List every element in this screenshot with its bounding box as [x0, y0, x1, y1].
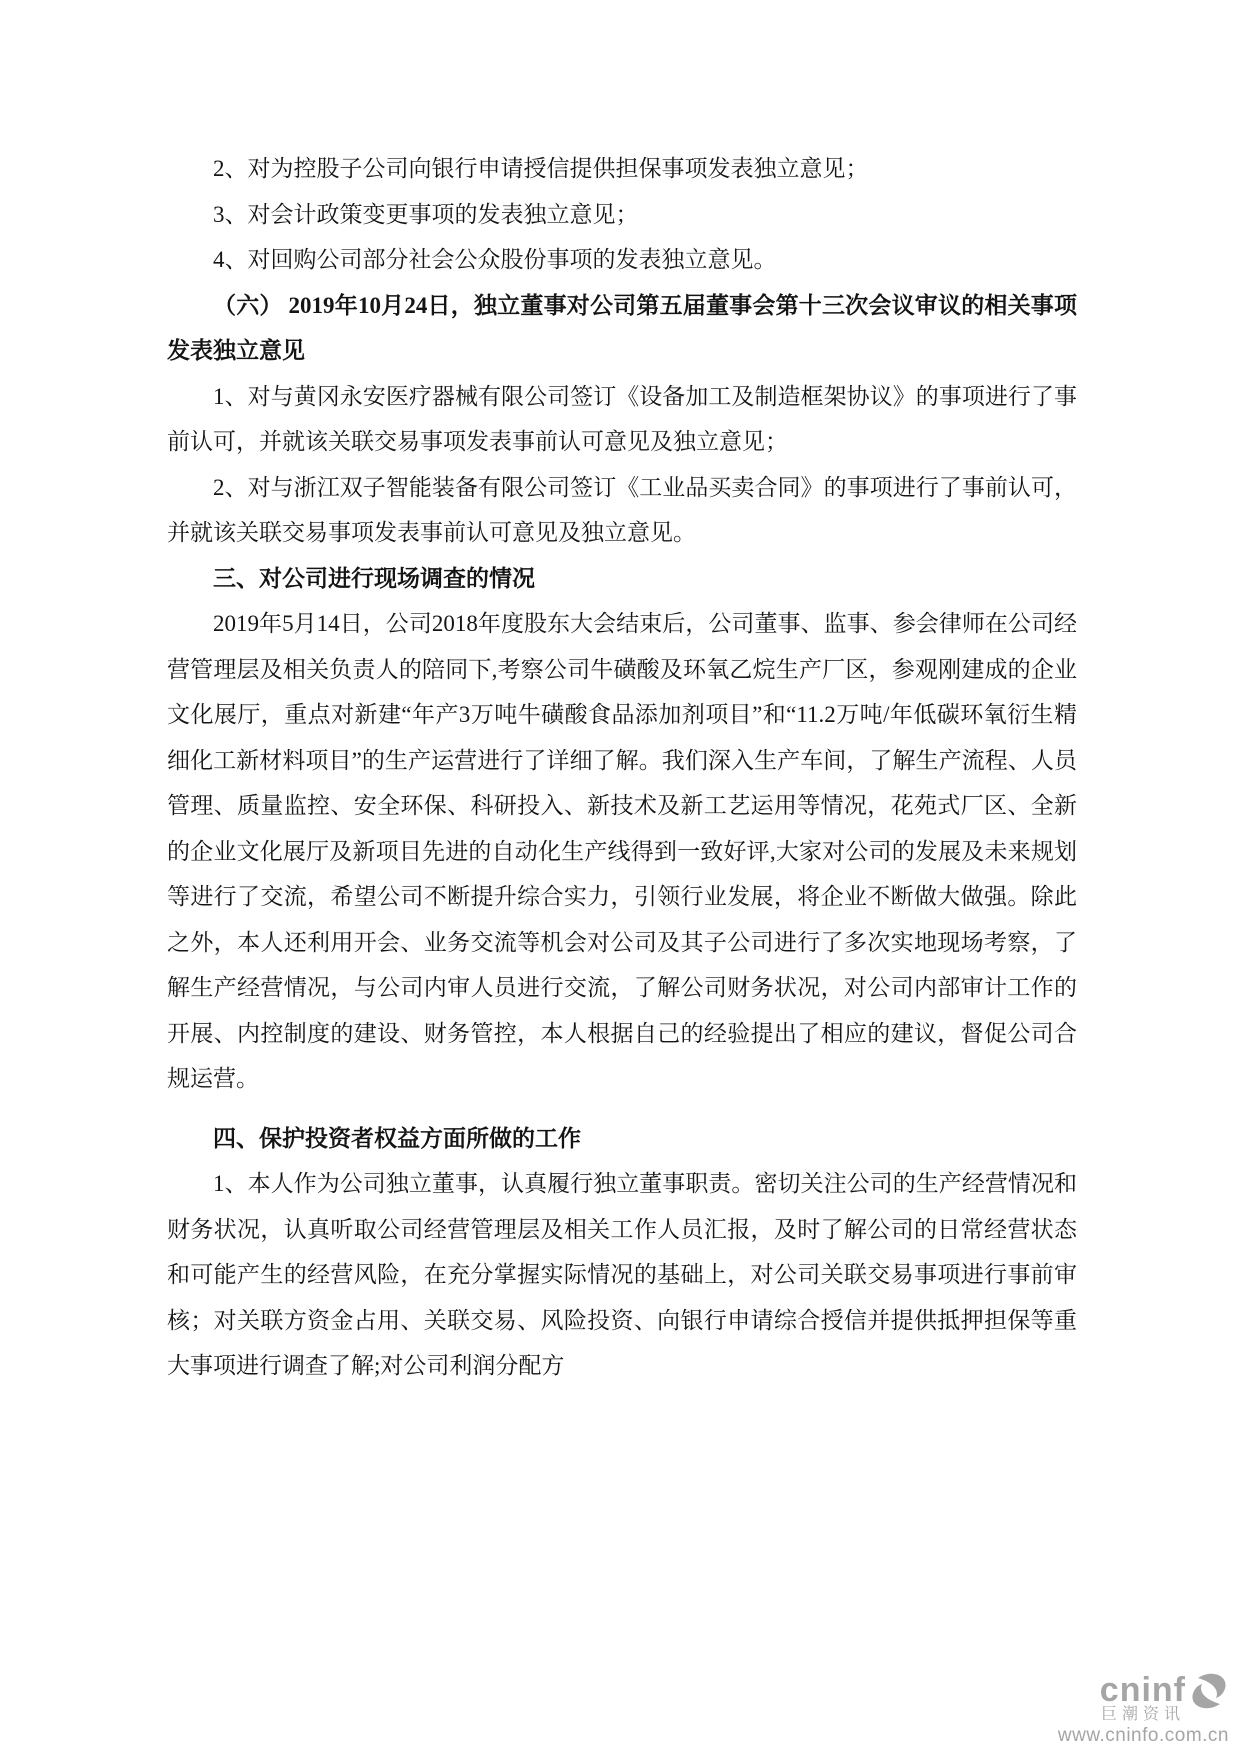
cninfo-chinese-name: 巨潮资讯 [1100, 1706, 1185, 1724]
cninfo-brand-text: cninf [1099, 1671, 1186, 1710]
paragraph: 2019年5月14日，公司2018年度股东大会结束后，公司董事、监事、参会律师在公司经营管理层及相关负责人的陪同下,考察公司牛磺酸及环氧乙烷生产厂区，参观刚建成的企业文化展厅，重点对新建“年产3万吨牛磺酸食品添加剂项目”和“11.2万吨/年低碳环氧衍生精细化工新材料项目”的生产运营进行了详细了解。我们深入生产车间，了解生产流程、人员管理、质量监控、安全环保、科研投入、新技术及新工艺运用等情况，花苑式厂区、全新的企业文化展厅及新项目先进的自动化生产线得到一致好评,大家对公司的发展及未来规划等进行了交流，希望公司不断提升综合实力，引领行业发展，将企业不断做大做强。除此之外，本人还利用开会、业务交流等机会对公司及其子公司进行了多次实地现场考察，了解生产经营情况，与公司内审人员进行交流，了解公司财务状况，对公司内部审计工作的开展、内控制度的建设、财务管控，本人根据自己的经验提出了相应的建议，督促公司合规运营。 [167, 611, 1077, 1091]
cninfo-globe-icon [1189, 1671, 1229, 1711]
cninfo-watermark [1058, 1671, 1229, 1746]
paragraph: 2、对为控股子公司向银行申请授信提供担保事项发表独立意见； [213, 156, 869, 181]
cninfo-url: www.cninfo.com.cn [1057, 1725, 1229, 1747]
paragraph: 1、对与黄冈永安医疗器械有限公司签订《设备加工及制造框架协议》的事项进行了事前认可，并就该关联交易事项发表事前认可意见及独立意见； [167, 383, 1077, 454]
section-heading: （六） 2019年10月24日，独立董事对公司第五届董事会第十三次会议审议的相关事项发表独立意见 [167, 292, 1077, 363]
paragraph: 2、对与浙江双子智能装备有限公司签订《工业品买卖合同》的事项进行了事前认可，并就该关联交易事项发表事前认可意见及独立意见。 [167, 474, 1077, 545]
document-body [167, 146, 1077, 1389]
section-heading: 四、保护投资者权益方面所做的工作 [213, 1125, 581, 1151]
paragraph: 4、对回购公司部分社会公众股份事项的发表独立意见。 [213, 247, 777, 272]
section-heading: 三、对公司进行现场调查的情况 [213, 565, 535, 591]
paragraph: 3、对会计政策变更事项的发表独立意见； [213, 201, 639, 227]
paragraph: 1、本人作为公司独立董事，认真履行独立董事职责。密切关注公司的生产经营情况和财务状况，认真听取公司经营管理层及相关工作人员汇报，及时了解公司的日常经营状态和可能产生的经营风险，在充分掌握实际情况的基础上，对公司关联交易事项进行事前审核；对关联方资金占用、关联交易、风险投资、向银行申请综合授信并提供抵押担保等重大事项进行调查了解;对公司利润分配方 [167, 1171, 1077, 1378]
